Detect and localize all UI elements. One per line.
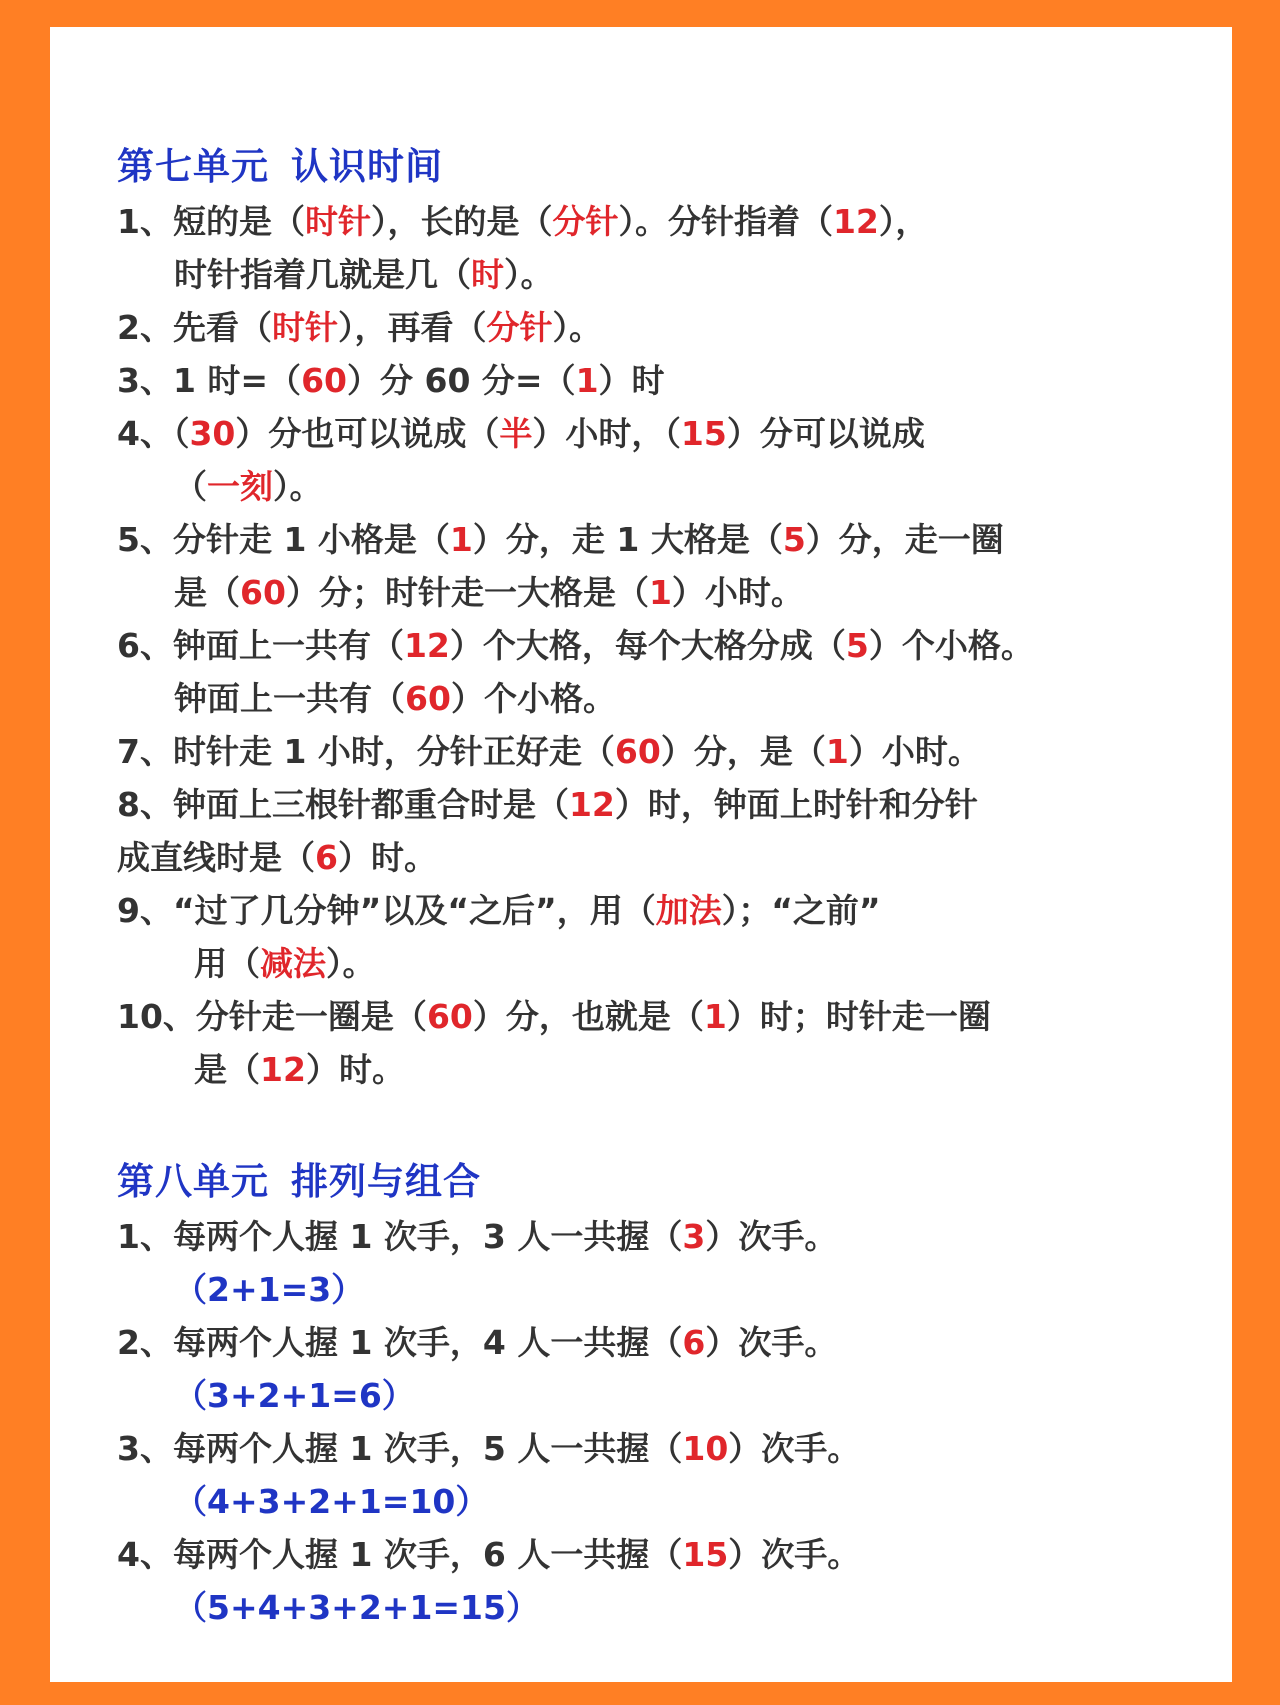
- unit8-title: 第八单元 排列与组合: [117, 1160, 481, 1203]
- unit7-item-3: 3、1 时=（60）分 60 分=（1）时: [117, 361, 665, 400]
- formula: （5+4+3+2+1=15）: [174, 1588, 539, 1627]
- unit7-title: 第七单元 认识时间: [117, 145, 443, 188]
- unit7-item-1: 1、短的是（时针），长的是（分针）。分针指着（12）， 时针指着几就是几（时）。: [117, 202, 929, 294]
- formula: （3+2+1=6）: [174, 1376, 415, 1415]
- unit7-item-10: 10、分针走一圈是（60）分，也就是（1）时；时针走一圈 是（12）时。: [117, 997, 991, 1089]
- unit7-item-4: 4、（30）分也可以说成（半）小时，（15）分可以说成 （一刻）。: [117, 414, 925, 506]
- unit8-item-1: 1、每两个人握 1 次手，3 人一共握（3）次手。 （2+1=3）: [117, 1210, 1177, 1316]
- unit7-item-8: 8、钟面上三根针都重合时是（12）时，钟面上时针和分针 成直线时是（6）时。: [117, 785, 978, 877]
- unit7-item-5: 5、分针走 1 小格是（1）分，走 1 大格是（5）分，走一圈 是（60）分；时针走一大格是（1）小时。: [117, 520, 1004, 612]
- unit7-item-6: 6、钟面上一共有（12）个大格，每个大格分成（5）个小格。 钟面上一共有（60）个小格。: [117, 626, 1034, 718]
- unit7-item-7: 7、时针走 1 小时，分针正好走（60）分，是（1）小时。: [117, 732, 981, 771]
- section-gap: [117, 1096, 1177, 1154]
- document-page: [50, 27, 1232, 1682]
- formula: （4+3+2+1=10）: [174, 1482, 489, 1521]
- document-content: [117, 139, 1177, 1634]
- unit7-item-9: 9、“过了几分钟”以及“之后”，用（加法）；“之前” 用（减法）。: [117, 891, 881, 983]
- unit7-item-2: 2、先看（时针），再看（分针）。: [117, 308, 602, 347]
- unit8-item-3: 3、每两个人握 1 次手，5 人一共握（10）次手。 （4+3+2+1=10）: [117, 1422, 1177, 1528]
- unit8-item-4: 4、每两个人握 1 次手，6 人一共握（15）次手。 （5+4+3+2+1=15）: [117, 1528, 1177, 1634]
- unit8-item-2: 2、每两个人握 1 次手，4 人一共握（6）次手。 （3+2+1=6）: [117, 1316, 1177, 1422]
- formula: （2+1=3）: [174, 1270, 365, 1309]
